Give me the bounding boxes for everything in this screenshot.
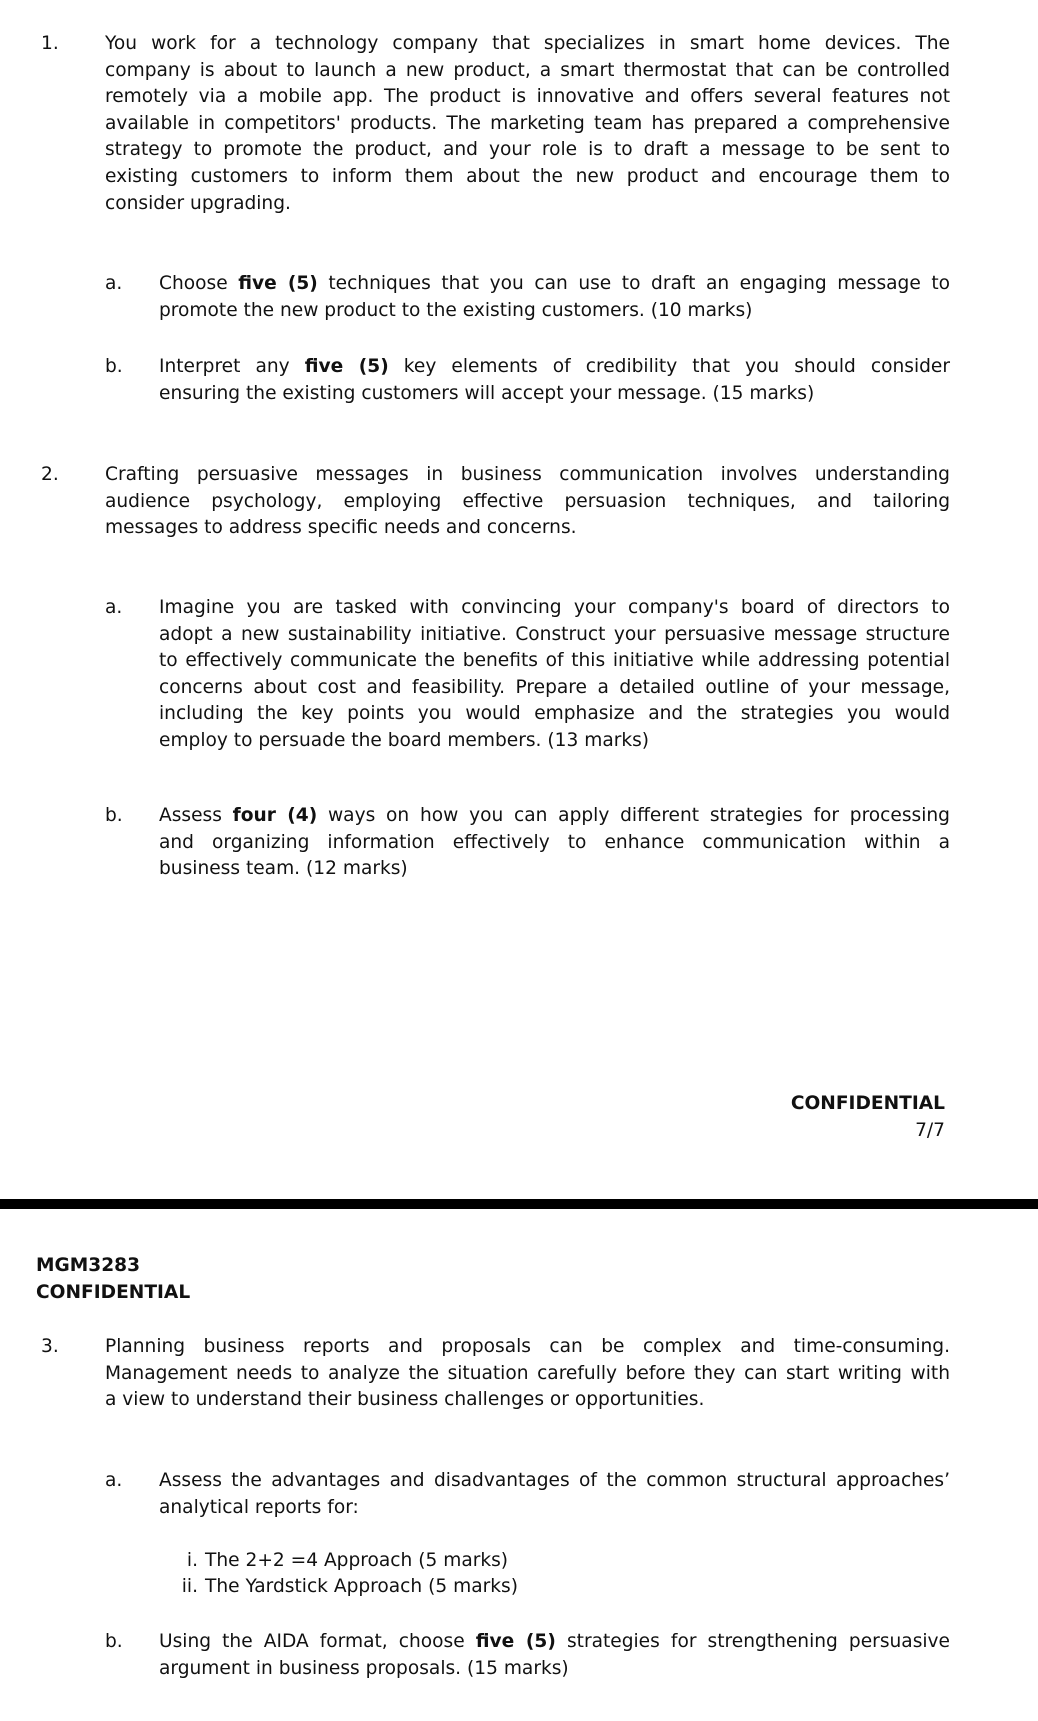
course-code: MGM3283 bbox=[36, 1255, 141, 1276]
bold-emphasis: five (5) bbox=[238, 273, 318, 294]
text-segment: Using the AIDA format, choose bbox=[159, 1631, 476, 1652]
text-line: consider upgrading. bbox=[105, 192, 291, 214]
question-text bbox=[105, 1334, 950, 1414]
list-text: The 2+2 =4 Approach (5 marks) bbox=[205, 1550, 509, 1571]
text-line: available in competitors' products. The marketing team has prepared a comprehensive bbox=[105, 112, 950, 134]
text-segment: Assess bbox=[159, 805, 233, 826]
text-line: analytical reports for: bbox=[159, 1496, 359, 1518]
text-line: Crafting persuasive messages in business communication involves understanding bbox=[105, 464, 950, 485]
text-line: adopt a new sustainability initiative. Construct your persuasive message structure bbox=[159, 623, 950, 645]
text-line bbox=[159, 1629, 950, 1656]
bold-emphasis: four (4) bbox=[232, 805, 318, 826]
list-numeral: ii. bbox=[181, 1576, 198, 1597]
sub-letter: b. bbox=[105, 1631, 123, 1652]
question-text bbox=[105, 462, 950, 542]
text-line: audience psychology, employing effective persuasion techniques, and tailoring bbox=[105, 490, 950, 512]
text-segment: Interpret any bbox=[159, 356, 305, 377]
bold-emphasis: five (5) bbox=[304, 356, 389, 377]
text-line: Planning business reports and proposals can be complex and time-consuming. bbox=[105, 1336, 950, 1357]
sub-question-text bbox=[159, 271, 950, 324]
text-line: argument in business proposals. (15 marks) bbox=[159, 1657, 569, 1679]
question-number: 1. bbox=[41, 33, 59, 54]
question-number: 3. bbox=[41, 1336, 59, 1357]
text-line: messages to address specific needs and concerns. bbox=[105, 517, 577, 539]
footer-confidential: CONFIDENTIAL bbox=[790, 1093, 945, 1114]
text-segment: techniques that you can use to draft an engaging message to bbox=[317, 273, 951, 294]
text-line: concerns about cost and feasibility. Prepare a detailed outline of your message, bbox=[159, 676, 950, 698]
text-line: ensuring the existing customers will accept your message. (15 marks) bbox=[159, 382, 815, 404]
sub-question-text bbox=[159, 354, 950, 407]
sub-question-text bbox=[159, 1468, 950, 1521]
text-segment: key elements of credibility that you should consider bbox=[388, 356, 951, 377]
sub-question-text bbox=[159, 1629, 950, 1682]
text-line bbox=[159, 354, 950, 381]
question-text bbox=[105, 31, 950, 217]
sub-letter: b. bbox=[105, 805, 123, 826]
text-segment: ways on how you can apply different strategies for processing bbox=[317, 805, 950, 826]
sub-letter: b. bbox=[105, 356, 123, 377]
text-line: strategy to promote the product, and your role is to draft a message to be sent to bbox=[105, 139, 950, 161]
page-divider bbox=[0, 1199, 1038, 1209]
text-line: company is about to launch a new product, a smart thermostat that can be controlled bbox=[105, 59, 950, 81]
text-line: to effectively communicate the benefits of this initiative while addressing potential bbox=[159, 650, 950, 672]
text-line: Imagine you are tasked with convincing your company's board of directors to bbox=[159, 597, 950, 618]
text-line: including the key points you would emphasize and the strategies you would bbox=[159, 703, 950, 725]
text-line: Assess the advantages and disadvantages of the common structural approaches’ bbox=[159, 1470, 950, 1491]
text-line: You work for a technology company that specializes in smart home devices. The bbox=[105, 33, 950, 54]
sub-question-text bbox=[159, 595, 950, 755]
header-confidential: CONFIDENTIAL bbox=[36, 1282, 191, 1303]
list-text: The Yardstick Approach (5 marks) bbox=[205, 1576, 518, 1597]
text-line: employ to persuade the board members. (13 marks) bbox=[159, 729, 650, 751]
text-segment: strategies for strengthening persuasive bbox=[555, 1631, 950, 1652]
text-line: business team. (12 marks) bbox=[159, 858, 408, 880]
sub-letter: a. bbox=[105, 273, 123, 294]
question-number: 2. bbox=[41, 464, 59, 485]
text-line: existing customers to inform them about the new product and encourage them to bbox=[105, 165, 950, 187]
sub-letter: a. bbox=[105, 597, 123, 618]
text-line: promote the new product to the existing customers. (10 marks) bbox=[159, 299, 753, 321]
text-line: and organizing information effectively to enhance communication within a bbox=[159, 831, 950, 853]
text-segment: Choose bbox=[159, 273, 239, 294]
page-number: 7/7 bbox=[915, 1120, 945, 1141]
sub-question-text bbox=[159, 803, 950, 883]
list-numeral: i. bbox=[186, 1550, 198, 1571]
text-line: a view to understand their business challenges or opportunities. bbox=[105, 1389, 705, 1411]
text-line bbox=[159, 271, 950, 298]
text-line: Management needs to analyze the situation carefully before they can start writing with bbox=[105, 1362, 950, 1384]
sub-letter: a. bbox=[105, 1470, 123, 1491]
bold-emphasis: five (5) bbox=[475, 1631, 556, 1652]
text-line bbox=[159, 803, 950, 830]
text-line: remotely via a mobile app. The product is innovative and offers several features not bbox=[105, 86, 950, 108]
